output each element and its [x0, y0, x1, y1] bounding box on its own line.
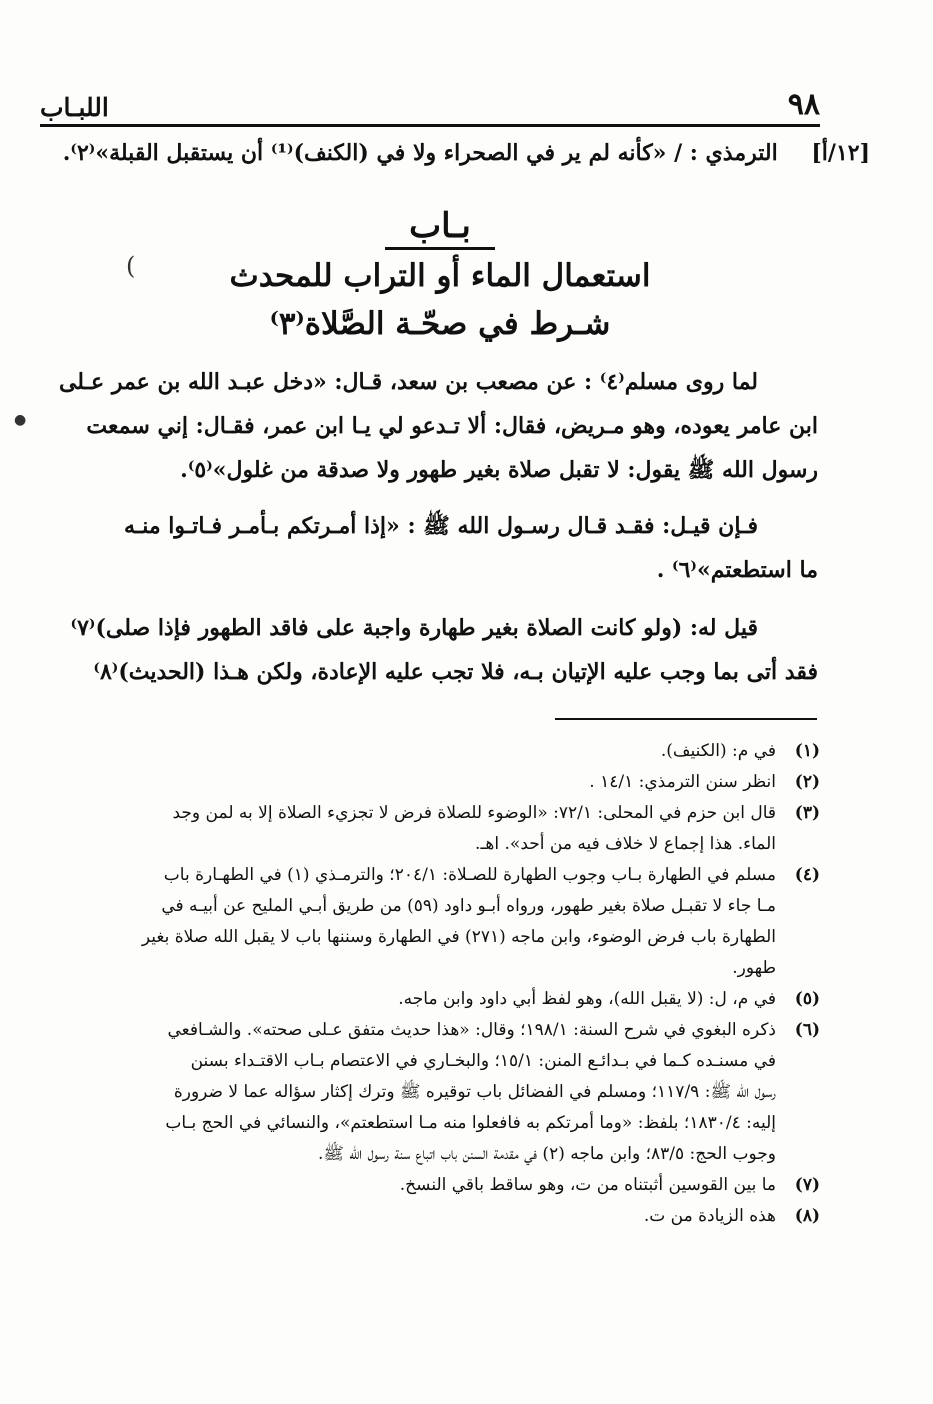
paragraph-1	[38, 360, 818, 492]
footnote-number: (٥)	[794, 989, 820, 1009]
footnote-line: طهور.	[732, 958, 776, 978]
continuation-line	[62, 140, 870, 176]
footnote-line: مسلم في الطهارة بـاب وجوب الطهارة للصـلاة: ٢٠٤/١؛ والترمـذي (١) في الطهـارة باب	[163, 865, 776, 885]
paragraph-line: قيل له: (ولو كانت الصلاة بغير طهارة واجبة على فاقد الطهور فإذا صلى)⁽٧⁾	[70, 615, 758, 641]
paragraph-line: فـإن قيـل: فقـد قـال رسـول الله ﷺ : «إذا أمـرتكم بـأمـر فـاتـوا منـه	[123, 513, 758, 539]
footnote-line: مـا جاء لا تقبـل صلاة بغير طهور، ورواه أبـو داود (٥٩) من طريق أبـي المليح عن أبيـه في	[161, 896, 776, 916]
manuscript-folio-marker: [١٢/أ]	[811, 140, 870, 166]
footnote-line: في مسنـده كـما في بـدائـع المنن: ١٥/١؛ والبخـاري في الاعتصام بـاب الاقتـداء بسنن	[190, 1051, 776, 1071]
footnote-number: (٧)	[794, 1175, 820, 1195]
footnote	[38, 1201, 820, 1232]
footnote-line: قال ابن حزم في المحلى: ٧٢/١: «الوضوء للصلاة فرض لا تجزيء الصلاة إلا به لمن وجد	[172, 803, 776, 823]
footnote	[38, 1015, 820, 1170]
footnote	[38, 860, 820, 984]
footnote-line: في م، ل: (لا يقبل الله)، وهو لفظ أبي داود وابن ماجه.	[398, 989, 776, 1009]
footnote-line: وجوب الحج: ٨٣/٥؛ وابن ماجه (٢) في مقدمة السنن باب اتباع سنة رسول الله ﷺ.	[318, 1144, 776, 1164]
chapter-label: بـاب	[409, 206, 471, 246]
footnote-line: في م: (الكنيف).	[660, 741, 776, 761]
paragraph-line: رسول الله ﷺ يقول: لا تقبل صلاة بغير طهور ولا صدقة من غلول»⁽٥⁾.	[180, 457, 818, 483]
footnote-number: (٢)	[794, 772, 820, 792]
margin-bracket-mark: (	[126, 252, 136, 280]
footnote-line: انظر سنن الترمذي: ١٤/١ .	[589, 772, 776, 792]
footnote	[38, 1170, 820, 1201]
footnote-line: ذكره البغوي في شرح السنة: ١٩٨/١؛ وقال: «هذا حديث متفق عـلى صحته». والشـافعي	[167, 1020, 776, 1040]
page-number: ٩٨	[787, 87, 820, 122]
continuation-text: الترمذي : / «كأنه لم ير في الصحراء ولا في (الكنف)⁽¹⁾ أن يستقبل القبلة»⁽٢⁾.	[62, 140, 778, 166]
footnote-line: الطهارة باب فرض الوضوء، وابن ماجه (٢٧١) في الطهارة وسننها باب لا يقبل الله صلاة بغير	[141, 927, 776, 947]
running-title: اللبـاب	[40, 93, 109, 122]
paragraph-line: ابن عامر يعوده، وهو مـريض، فقال: ألا تـدعو لي يـا ابن عمر، فقـال: إني سمعت	[86, 413, 818, 439]
chapter-title-line-2: شـرط في صحّـة الصَّلاة⁽٣⁾	[269, 306, 611, 342]
footnote	[38, 736, 820, 767]
header-rule	[40, 124, 820, 127]
footnote-separator	[555, 718, 817, 720]
page-header	[40, 82, 820, 122]
footnote-line: هذه الزيادة من ت.	[643, 1206, 776, 1226]
footnote-number: (٤)	[794, 865, 820, 885]
footnote-line: رسول الله ﷺ: ١١٧/٩؛ ومسلم في الفضائل باب توقيره ﷺ وترك إكثار سؤاله عما لا ضرورة	[173, 1082, 776, 1102]
paragraph-2	[38, 504, 818, 592]
footnote	[38, 798, 820, 860]
chapter-label-underline	[385, 247, 495, 250]
footnote-number: (٨)	[794, 1206, 820, 1226]
footnotes	[38, 736, 820, 1232]
footnote-line: الماء. هذا إجماع لا خلاف فيه من أحد». اهـ.	[475, 834, 776, 854]
paragraph-line: ما استطعتم»⁽٦⁾ .	[656, 557, 818, 583]
footnote-number: (٣)	[794, 803, 820, 823]
margin-dot-mark: ●	[14, 412, 27, 428]
footnote-number: (٦)	[794, 1020, 820, 1040]
paragraph-3	[38, 606, 818, 694]
footnote	[38, 984, 820, 1015]
paragraph-line: فقد أتى بما وجب عليه الإتيان بـه، فلا تجب عليه الإعادة، ولكن هـذا (الحديث)⁽٨⁾	[93, 659, 818, 685]
footnote-line: ما بين القوسين أثبتناه من ت، وهو ساقط باقي النسخ.	[399, 1175, 776, 1195]
footnote-line: إليه: ١٨٣٠/٤؛ بلفظ: «وما أمرتكم به فافعلوا منه مـا استطعتم»، والنسائي في الحج بـاب	[165, 1113, 776, 1133]
chapter-title-line-1: استعمال الماء أو التراب للمحدث	[229, 258, 651, 294]
footnote-number: (١)	[794, 741, 820, 761]
paragraph-line: لما روى مسلم⁽٤⁾ : عن مصعب بن سعد، قـال: «دخل عبـد الله بن عمر عـلى	[58, 369, 758, 395]
footnote	[38, 767, 820, 798]
